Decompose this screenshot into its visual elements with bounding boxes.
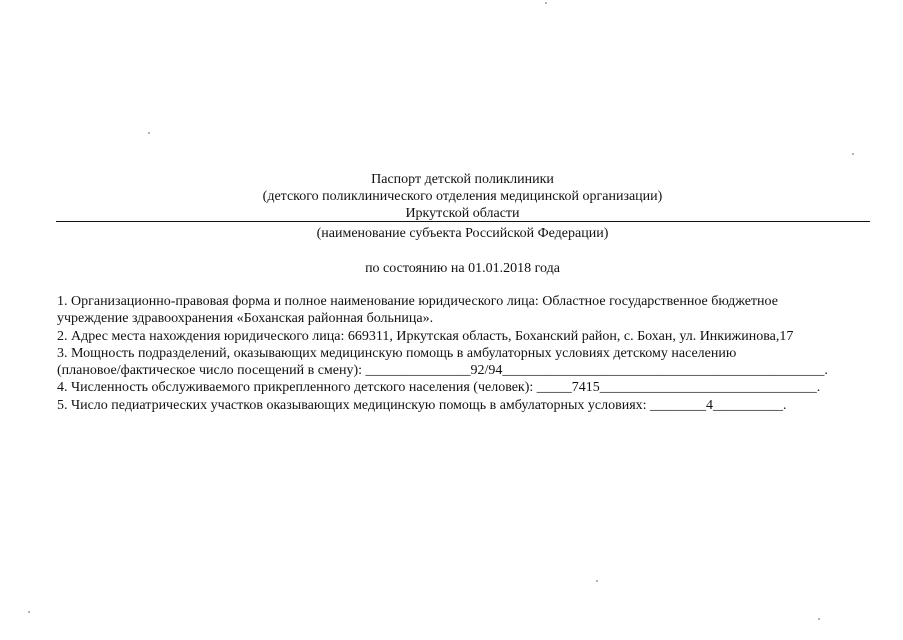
scan-speck (28, 611, 30, 613)
scan-speck (818, 618, 820, 620)
item-3-line-2: (плановое/фактическое число посещений в смену): _______________92/94______________________________________________. (57, 363, 828, 378)
scan-speck (148, 132, 150, 134)
scan-speck (545, 2, 547, 4)
as-of-date: по состоянию на 01.01.2018 года (365, 261, 560, 276)
item-3-line-1: 3. Мощность подразделений, оказывающих медицинскую помощь в амбулаторных условиях детскому населению (57, 346, 737, 361)
region-underline (56, 221, 870, 222)
region-caption: (наименование субъекта Российской Федерации) (316, 226, 609, 241)
scan-speck (852, 153, 854, 155)
item-4: 4. Численность обслуживаемого прикрепленного детского населения (человек): _____7415_______________________________. (57, 380, 821, 395)
document-title: Паспорт детской поликлиники (371, 172, 554, 187)
scan-speck (596, 580, 598, 582)
item-1-line-2: учреждение здравоохранения «Боханская районная больница». (57, 311, 434, 326)
item-1-line-1: 1. Организационно-правовая форма и полное наименование юридического лица: Областное государственное бюджетное (57, 294, 778, 309)
item-5: 5. Число педиатрических участков оказывающих медицинскую помощь в амбулаторных условиях: ________4__________. (57, 398, 787, 413)
document-subtitle: (детского поликлинического отделения медицинской организации) (262, 189, 663, 204)
item-2: 2. Адрес места нахождения юридического лица: 669311, Иркутская область, Боханский район, с. Бохан, ул. Инкижинова,17 (57, 329, 794, 344)
region-name: Иркутской области (405, 206, 520, 221)
